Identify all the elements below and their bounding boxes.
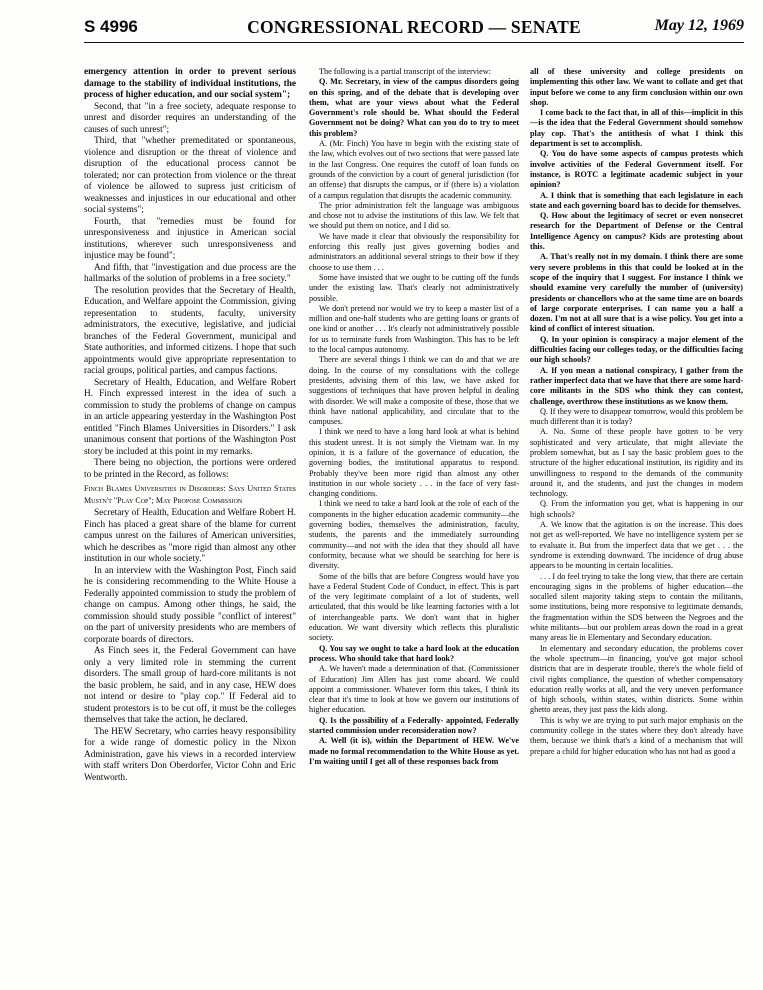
- paragraph: We don't pretend nor would we try to keep a master list of a million and one-half students who are getting loans or grants of one kind or another . . . It's clearly not administratively possible for us to terminate funds from Washington. This has to be left to the local campus autonomy.: [309, 303, 519, 355]
- paragraph: Secretary of Health, Education, and Welfare Robert H. Finch expressed interest in the idea of such a commission to study the problems of change on campus in an article appearing yesterday in the Washington Post entitled "Finch Blames Universities in Disorders." I ask unanimous consent that portions of the Washington Post story be included at this point in my remarks.: [84, 377, 296, 457]
- paragraph: Q. Mr. Secretary, in view of the campus disorders going on this spring, and of the debate that is developing over them, what are your views about what the Federal Government's role should be. What should the Federal Government not be doing? What can you do to try to meet this problem?: [309, 77, 519, 138]
- paragraph: We have made it clear that obviously the responsibility for enforcing this really just gives governing bodies and administrators an additional several strings to their bow if they choose to use them . . .: [309, 231, 519, 272]
- paragraph: This is why we are trying to put such major emphasis on the community college in the states where they don't already have them, because we think that's a kind of a mechanism that will prepare a child for higher education who has not had as good a: [530, 715, 743, 756]
- text-column-3: [530, 67, 743, 982]
- paragraph: Q. In your opinion is conspiracy a major element of the difficulties facing our colleges today, or the difficulties facing our high schools?: [530, 334, 743, 365]
- paragraph: A. We know that the agitation is on the increase. This does not get as well-reported. We have no intelligence system per se to evaluate it. But from the imperfect data that we get . . . the syndrome is extending downward. The incidence of drug abuse appears to be mounting in certain localities.: [530, 520, 743, 571]
- text-column-1: [84, 67, 296, 982]
- paragraph: emergency attention in order to prevent serious damage to the stability of individual institutions, the process of higher education, and our social system";: [84, 67, 296, 100]
- paragraph: Second, that "in a free society, adequate response to unrest and disorder requires an understanding of the causes of such unrest";: [84, 101, 296, 135]
- article-paragraph: Secretary of Health, Education and Welfare Robert H. Finch has placed a great share of the blame for current campus unrest on the failures of American universities, which he describes as "more rigid than almost any other institution in our whole society.": [84, 508, 296, 564]
- article-paragraph: The HEW Secretary, who carries heavy responsibility for a wide range of domestic policy in the Nixon Administration, gave his views in a recorded interview with staff writers Don Oberdorfer, Victor Cohn and Eric Wentworth.: [84, 726, 296, 783]
- paragraph: I think we need to have a long hard look at what is behind this student unrest. It is not simply the Vietnam war. In my opinion, it is a failure of the governance of education, the governing bodies, the institutional apparatus to respond. Probably they've been more rigid than almost any other institution in our whole society . . . in the face of very fast-changing conditions.: [309, 427, 519, 499]
- paragraph: Q. Is the possibility of a Federally- appointed, Federally started commission under reconsideration now?: [309, 715, 519, 735]
- text-column-2: [309, 67, 519, 982]
- paragraph: A. Well (it is), within the Department of HEW. We've made no formal recommendation to the White House as yet. I'm waiting until I get all of these responses back from: [309, 736, 519, 766]
- paragraph: The prior administration felt the language was ambiguous and chose not to advise the institutions of this law. We felt that we should put them on notice, and I did so.: [309, 200, 519, 231]
- article-paragraph: In an interview with the Washington Post, Finch said he is considering recommending to the White House a Federally appointed commission to study the problem of change on campus. Among other things, he said, the commission should study possible "conflict of interest" on the part of university presidents who are members of corporate boards of directors.: [84, 565, 296, 645]
- paragraph: I think we need to take a hard look at the role of each of the components in the higher education academic community—the governing bodies, themselves the administration, faculty, students, the parents and the immediately surrounding community—and not with the idea that they should all have conformity, because what we should be searching for here is diversity.: [309, 499, 519, 571]
- article-heading: Finch Blames Universities in Disorders: Says United States Mustn't "Play Cop"; May Propose Commission: [84, 484, 296, 505]
- paragraph: Q. You do have some aspects of campus protests which involve activities of the Federal Government itself. For instance, is ROTC a legitimate academic subject in your opinion?: [530, 149, 743, 190]
- paragraph: The following is a partial transcript of the interview:: [319, 67, 491, 76]
- paragraph: I come back to the fact that, in all of this—implicit in this—is the idea that the Federal Government should somehow play cop. That's the antithesis of what I think this department is set to accomplish.: [530, 108, 743, 149]
- paragraph: There being no objection, the portions were ordered to be printed in the Record, as follows:: [84, 458, 296, 480]
- paragraph: Fourth, that "remedies must be found for unresponsiveness and injustice in American social institutions, wherever such unresponsiveness and injustice may be found";: [84, 216, 296, 261]
- paragraph: A. That's really not in my domain. I think there are some very severe problems in this that could be looked at in the scope of the inquiry that I suggest. For instance I think we should examine very carefully the number of (university) presidents or chancellors who at the same time are on boards of large corporate enterprises. I can name you a half a dozen. I'm not at all sure that is a wise policy. You get into a kind of conflict of interest situation.: [530, 252, 743, 334]
- paragraph: A. No. Some of these people have gotten to be very sophisticated and very articulate, that might alleviate the problem somewhat, but as I say the basic problem goes to the structure of the higher educational institution, its rigidity and its unwillingness to respond to the demands of the community around it, and the students, and just the changes in modern technology.: [530, 427, 743, 499]
- article-paragraph: As Finch sees it, the Federal Government can have only a very limited role in stemming the current disorders. The small group of hard-core militants is not the basic problem, he said, and in any case, HEW does not intend or desire to "play cop." If Federal aid to student protestors is to be cut off, it must be the colleges themselves that take the action, he declared.: [84, 646, 296, 725]
- publication-title: CONGRESSIONAL RECORD — SENATE: [247, 17, 581, 37]
- paragraph: Third, that "whether premeditated or spontaneous, violence and disruption or the threat of violence and disruption of the educational process cannot be tolerated; nor can protection from violence or the threat of violence be allowed to supress just criticism of weaknesses and injustices in our educational and other social systems";: [84, 136, 296, 215]
- paragraph: Q. From the information you get, what is happening in our high schools?: [530, 499, 743, 519]
- paragraph: A. (Mr. Finch) You have to begin with the existing state of the law, which evolves out of two sections that were passed late in the last Congress. One requires the cutoff of loan funds on grounds of the conviction by a court of general jurisdiction (for an offense) that disrupts the campus, or if (there is) a violation of a campus regulation that disrupts the academic community.: [309, 139, 519, 200]
- paragraph: A. We haven't made a determination of that. (Commissioner of Education) Jim Allen has just come aboard. We could appoint a commissioner. Whatever form this takes, I think its clear that it's time to look at how we govern our institutions of higher education.: [309, 664, 519, 715]
- paragraph: . . . I do feel trying to take the long view, that there are certain encouraging signs in the problems of higher education—the socalled silent majority taking steps to contain the militants, some institutions, being more responsive to legitimate demands, the fragmentation within the SDS between the Negroes and the white militants—but our problem areas down the road in a great many areas lie in Elementary and Secondary education.: [530, 571, 743, 643]
- paragraph: Q. You say we ought to take a hard look at the education process. Who should take that hard look?: [309, 643, 519, 663]
- paragraph: Some have insisted that we ought to be cutting off the funds under the existing law. That's clearly not administratively possible.: [309, 272, 519, 303]
- paragraph: The resolution provides that the Secretary of Health, Education, and Welfare appoint the Commission, giving representation to students, faculty, university administrators, the executive, legislative, and judicial branches of the Federal Government, municipal and State authorities, and informed citizens. I hope that such appointments would give appropriate representation to racial groups, political parties, and campus factions.: [84, 285, 296, 376]
- paragraph: all of these university and college presidents on implementing this other law. We want to collate and get that input before we come to any firm conclusion within our own shop.: [530, 67, 743, 107]
- paragraph: In elementary and secondary education, the problems cover the whole spectrum—in financing, you've got major school districts that are in desperate trouble, there's the whole field of civil rights compliance, the question of whether compensatory education really works at all, and the very uneven performance of high schools, within states, within districts. Some within ghetto areas, they just pass the kids along.: [530, 643, 743, 715]
- paragraph: There are several things I think we can do and that we are doing. In the course of my consultations with the college presidents, advising them of this law, we have asked for suggestions of techniques that have proven helpful in dealing with disorder. We will make a composite of these, those that we think have national applicability, and circulate that to the campuses.: [309, 355, 519, 427]
- page-number: S 4996: [84, 17, 138, 36]
- paragraph: And fifth, that "investigation and due process are the hallmarks of the solution of problems in a free society.": [84, 262, 296, 284]
- issue-date: May 12, 1969: [654, 17, 744, 34]
- paragraph: Q. If they were to disappear tomorrow, would this problem be much different than it is today?: [530, 406, 743, 427]
- header-rule: [84, 42, 744, 43]
- paragraph: A. If you mean a national conspiracy, I gather from the rather imperfect data that we have that there are some hard-core militants in the SDS who think they can contest, challenge, overthrow these institutions as we know them.: [530, 365, 743, 406]
- paragraph: Some of the bills that are before Congress would have you have a Federal Student Code of Conduct, in effect. This is part of the very legitimate complaint of a lot of students, well articulated, that this would be like learning factories with a lot of interchangeable parts. We don't want that in higher education. We want diversity which reflects this pluralistic society.: [309, 571, 519, 643]
- paragraph: Q. How about the legitimacy of secret or even nonsecret research for the Department of Defense or the Central Intelligence Agency on campus? Kids are protesting about this.: [530, 211, 743, 252]
- paragraph: A. I think that is something that each legislature in each state and each governing board has to decide for themselves.: [530, 190, 743, 210]
